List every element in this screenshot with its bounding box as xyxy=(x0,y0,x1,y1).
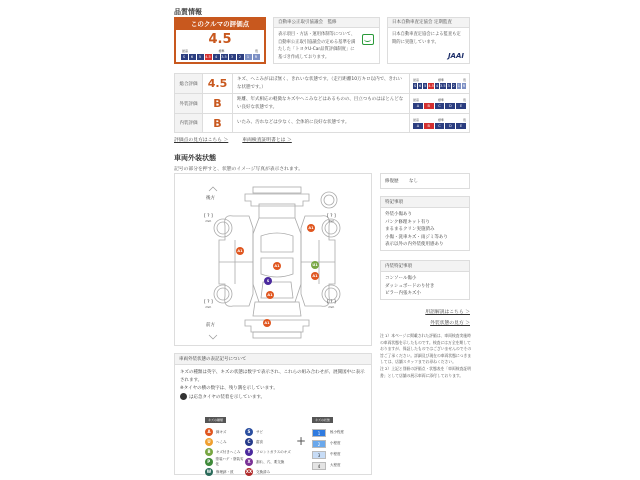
legend-header: 車両外装状態の表記記号について xyxy=(175,354,371,365)
legend-severity-item xyxy=(312,427,344,438)
legend-type-label: 修理跡・波 xyxy=(216,469,234,474)
scale-label-best: 最高 xyxy=(182,49,189,53)
legend-type-dot-icon: S xyxy=(245,428,253,436)
scale-cell: D xyxy=(445,103,455,109)
scale-label: 標準 xyxy=(437,98,444,102)
legend-body xyxy=(175,365,371,406)
scale-cell: B xyxy=(424,103,434,109)
panel-fair-trade-header: 自動車公正取引協議会 監修 xyxy=(274,18,379,28)
scale-labels xyxy=(176,49,264,53)
legend-type-item xyxy=(245,447,300,457)
rating-label: 内装評価 xyxy=(175,114,203,133)
scale-bar xyxy=(413,83,466,89)
tire-unit: mm xyxy=(205,219,212,223)
tire-value: [ ? ] xyxy=(204,214,213,219)
rating-value: B xyxy=(203,114,233,133)
scale-label: 標準 xyxy=(437,117,444,122)
tire-rear-left xyxy=(204,214,213,224)
legend-type-tag: キズの種類 xyxy=(205,417,226,423)
note-item: コンソール傷小 xyxy=(385,276,417,281)
legend-type-label: 線キズ xyxy=(216,429,227,434)
car-diagram xyxy=(174,173,372,346)
scale-cell: S xyxy=(181,54,188,60)
scale-label: 低 xyxy=(462,117,466,122)
scale-cell: C xyxy=(435,103,445,109)
legend-type-dot-icon: P xyxy=(205,458,213,466)
rating-scale xyxy=(410,74,470,94)
damage-marker[interactable]: A1 xyxy=(274,264,280,268)
note-item: 小傷・洗車キズ・雨ジミ等あり xyxy=(385,234,448,240)
link-exterior-guide[interactable]: 外装状態の見方 ＞ xyxy=(430,321,470,326)
special-notes-panel xyxy=(380,196,470,251)
scale-label: 低 xyxy=(462,98,466,102)
legend-severity-tag: キズの状態 xyxy=(312,417,333,423)
legend-type-label: 割れ、穴、要交換 xyxy=(256,459,285,464)
note-item: まるまるクリン実施済み xyxy=(385,227,435,233)
jaai-logo-icon: JAAI xyxy=(447,52,464,60)
interior-notes-list xyxy=(381,272,469,301)
scale-cell: 1 xyxy=(457,84,460,88)
scale-cell: 4 xyxy=(213,54,220,60)
link-inspection-cert[interactable]: 車両検査証明書とは ＞ xyxy=(242,138,292,143)
tire-unit: mm xyxy=(328,305,335,309)
scale-cell: 2 xyxy=(237,54,244,60)
scale-label: 標準 xyxy=(437,78,444,82)
special-notes-header: 特記事項 xyxy=(381,197,469,208)
legend-panel xyxy=(174,353,372,475)
legend-type-label: 腐食 xyxy=(256,439,263,444)
scale-label: 最高 xyxy=(413,117,420,122)
score-scale xyxy=(176,54,264,60)
legend-type-dot-icon: B xyxy=(205,448,213,456)
note-item: ピラー内張キズ小 xyxy=(385,291,421,297)
scale-label: 最高 xyxy=(413,78,420,82)
scale-cell: 2 xyxy=(452,84,455,88)
legend-type-dot-icon: XX xyxy=(245,469,253,474)
legend-severity-label: 大程度 xyxy=(330,463,341,467)
scale-cell: 6 xyxy=(189,54,196,60)
quality-links xyxy=(174,136,292,143)
damage-marker[interactable]: S xyxy=(264,277,272,285)
panel-jaai xyxy=(387,17,470,64)
repair-history-value: なし xyxy=(409,179,418,184)
scale-label-low: 低 xyxy=(254,49,258,53)
note-item: パンク修理キット有り xyxy=(385,219,430,225)
scale-cell: A xyxy=(413,103,423,109)
interior-notes-header: 内装特記事項 xyxy=(381,261,469,272)
exterior-title: 車両外装状態 xyxy=(174,154,216,162)
tire-rear-right xyxy=(327,214,336,224)
panel-fair-trade xyxy=(273,17,380,64)
link-score-guide[interactable]: 評価点の見方はこちら ＞ xyxy=(174,138,229,143)
scale-cell: 4 xyxy=(435,84,439,88)
rating-desc: いたみ、汚れなどは少なく、全体的に良好な状態です。 xyxy=(233,114,410,133)
scale-cell: 3.5 xyxy=(440,84,446,88)
legend-type-item xyxy=(205,447,245,457)
legend-type-dot-icon: A xyxy=(205,428,213,436)
tire-value: [ ? ] xyxy=(327,214,336,219)
legend-type-label: サビ xyxy=(256,429,263,434)
damage-marker[interactable]: A1 xyxy=(237,249,243,253)
damage-marker[interactable]: U1 xyxy=(312,263,318,267)
scale-bar xyxy=(413,123,466,129)
legend-severity-item xyxy=(312,449,344,460)
panel-jaai-header: 日本自動車査定協会 定期監査 xyxy=(388,18,469,28)
scale-labels xyxy=(413,98,466,102)
scale-cell: D xyxy=(445,123,455,129)
panel-fair-trade-body: 表示項目・方法・運用体制等について、自動車公正取引協議会の定める基準を満たした「トヨタU-Car品質評価制度」に基づき作成しております。 xyxy=(278,32,356,60)
spare-tire-icon xyxy=(180,393,187,400)
legend-severity-box: 2 xyxy=(312,440,326,448)
legend-severity-label: 小程度 xyxy=(330,441,341,445)
rating-row xyxy=(175,94,470,114)
legend-text-3 xyxy=(180,393,366,402)
repair-history-label: 修復歴 xyxy=(385,179,399,184)
damage-marker[interactable]: A1 xyxy=(267,293,273,297)
tire-value: [ ? ] xyxy=(327,300,336,305)
damage-marker[interactable]: A1 xyxy=(264,321,270,325)
legend-type-dot-icon: W xyxy=(206,469,212,474)
legend-severity-label: 極小程度 xyxy=(330,430,344,434)
scale-cell: E xyxy=(456,103,466,109)
scale-cell: 1 xyxy=(245,54,252,60)
scale-label: 最高 xyxy=(413,98,420,102)
scale-cell: 3.5 xyxy=(221,55,227,59)
tire-front-left xyxy=(204,300,213,310)
legend-type-dot-icon: Y xyxy=(245,448,253,456)
note-item: 外装小傷あり xyxy=(385,212,412,217)
car-outline-icon xyxy=(175,174,373,347)
note-2: 注 2）上記と別冊の評価点・状態表を「車両検査証明書」として店舗の展示車両に添付しております。 xyxy=(380,365,471,378)
legend-type-item xyxy=(245,427,300,437)
damage-marker[interactable]: A1 xyxy=(308,226,314,230)
legend-type-item xyxy=(205,467,245,477)
fair-trade-logo-icon xyxy=(362,34,374,45)
legend-type-item xyxy=(205,457,245,467)
tire-unit: mm xyxy=(328,219,335,223)
note-item: 表示以外の内外装使用感あり xyxy=(385,242,444,248)
legend-severity-item xyxy=(312,438,344,449)
legend-type-dot-icon: C xyxy=(245,438,253,446)
notes xyxy=(380,333,472,379)
legend-type-item xyxy=(205,437,245,447)
scale-cell: 3 xyxy=(229,54,236,60)
link-glossary[interactable]: 用語解説はこちら ＞ xyxy=(425,310,470,315)
scale-labels xyxy=(413,78,466,82)
scale-cell: R xyxy=(462,84,466,88)
legend-severity-box: 1 xyxy=(312,429,326,437)
legend-type-item xyxy=(245,437,300,447)
rating-row xyxy=(175,114,470,133)
legend-type-dot-icon: U xyxy=(205,438,213,446)
legend-type-item xyxy=(245,467,300,477)
exterior-subtitle: 記号の部分を押すと、状態のイメージ写真が表示されます。 xyxy=(174,167,303,172)
scale-cell: S xyxy=(413,84,417,88)
note-item: ダッシュボードのり付き xyxy=(385,283,435,289)
rating-desc: キズ、へこみがほぼ無く、きれいな状態です。（走行距離10万キロ以内で、きれいな状態です。） xyxy=(233,74,410,94)
scale-cell: 5 xyxy=(424,84,427,88)
note-1: 注 1）本ページに掲載された評価は、車両検査実施時の車両状態を示したものです。検査には万全を期しておりますが、保証したものではございませんのでその旨ご了承ください。詳細及び現在の車両状態につきましては、店舗スタッフまでお尋ねください。 xyxy=(380,333,472,365)
rating-value: 4.5 xyxy=(203,74,233,94)
damage-marker[interactable]: A1 xyxy=(312,274,318,278)
legend-text-1: キズの種類は英字、キズの状態は数字で表示され、これらの組み合わせが、展開図中に表示されます。 xyxy=(180,370,365,383)
rating-label: 外装評価 xyxy=(175,94,203,114)
legend-severity-item xyxy=(312,460,344,471)
tire-value: [ ? ] xyxy=(204,300,213,305)
rating-label: 総合評価 xyxy=(175,74,203,94)
panel-jaai-body: 日本自動車査定協会による監査も定期的に実施しています。 xyxy=(392,32,461,45)
eval-card-header: このクルマの評価点 xyxy=(176,19,264,30)
legend-type-label: 交換済み xyxy=(256,469,270,474)
legend-type-label: へこみ xyxy=(216,439,227,444)
scale-cell: B xyxy=(424,123,434,129)
legend-text-3-label: は応急タイヤの装着を示しています。 xyxy=(189,395,266,400)
rating-row xyxy=(175,74,470,94)
rating-scale xyxy=(410,114,470,133)
front-label: 前方 xyxy=(206,323,215,328)
legend-text-2: ※タイヤの横の数字は、残り溝を示しています。 xyxy=(180,386,278,391)
legend-type-item xyxy=(205,427,245,437)
scale-cell: 4.5 xyxy=(428,84,434,88)
rating-value: B xyxy=(203,94,233,114)
scale-cell: 4.5 xyxy=(205,55,211,59)
rating-scale xyxy=(410,94,470,114)
repair-history xyxy=(380,173,470,189)
tire-front-right xyxy=(327,300,336,310)
tire-unit: mm xyxy=(205,305,212,309)
scale-cell: 5 xyxy=(197,54,204,60)
interior-notes-panel xyxy=(380,260,470,300)
legend-type-label: フロントガラスのキズ xyxy=(256,449,291,454)
legend-severities xyxy=(312,406,344,471)
scale-label-std: 標準 xyxy=(218,49,225,53)
rating-desc: 距離、年式相応の軽微なキズやへこみなどはあるものの、目立つものはほとんどない良好な状態です。 xyxy=(233,94,410,114)
scale-bar xyxy=(413,103,466,109)
scale-cell: A xyxy=(413,123,423,129)
legend-severity-label: 中程度 xyxy=(330,452,341,456)
eval-score: 4.5 xyxy=(208,32,232,47)
legend-type-item xyxy=(245,457,300,467)
eval-card xyxy=(174,17,266,64)
scale-cell: C xyxy=(435,123,445,129)
scale-cell: 6 xyxy=(419,84,422,88)
legend-type-dot-icon: X xyxy=(245,458,253,466)
legend-severity-box: 3 xyxy=(312,451,326,459)
legend-type-label: 塗装ハゲ・塗装劣化 xyxy=(215,457,244,466)
scale-labels xyxy=(413,118,466,122)
special-notes-list xyxy=(381,208,469,252)
scale-cell: R xyxy=(253,54,260,60)
legend-types xyxy=(205,406,300,477)
plus-icon: + xyxy=(296,434,307,448)
rear-label: 後方 xyxy=(206,196,215,201)
scale-label: 低 xyxy=(462,78,466,82)
rating-table xyxy=(174,73,470,133)
legend-type-label: キズ付きへこみ xyxy=(216,449,241,454)
legend-severity-box: 4 xyxy=(312,462,326,470)
scale-cell: E xyxy=(456,123,466,129)
scale-cell: 3 xyxy=(447,84,450,88)
quality-title: 品質情報 xyxy=(174,8,202,16)
